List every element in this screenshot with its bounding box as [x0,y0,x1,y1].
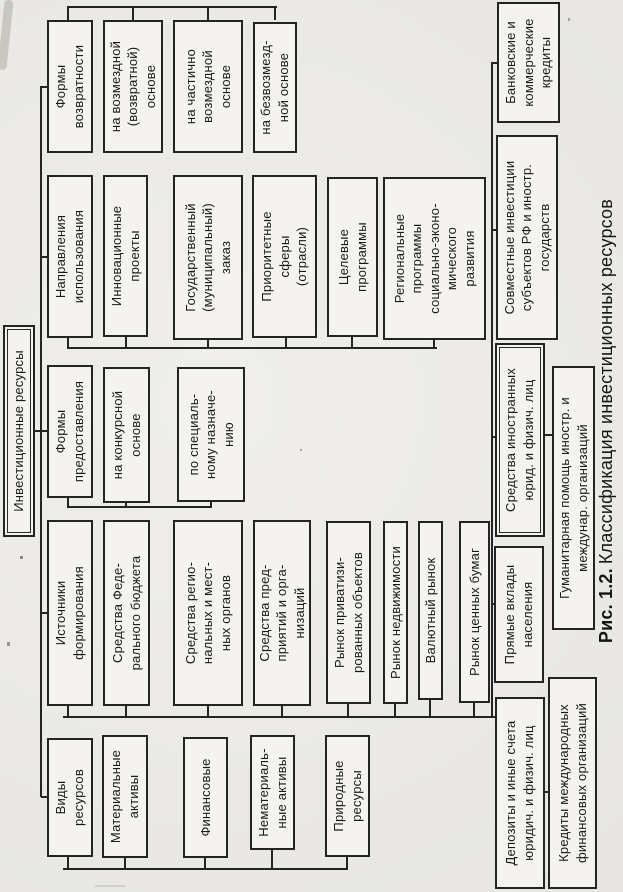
connector-line [274,8,276,20]
node-region: Региональные программы социально-эконо- мического развития [383,177,486,340]
node-privat: Рынок приватизи- рованных объектов [326,521,371,704]
connector-line [35,430,47,432]
connector-line [67,338,69,349]
connector-line [204,858,206,870]
connector-line [433,340,435,349]
node-gos: Государственный (муниципальный) заказ [173,175,243,340]
connector-line [124,858,126,870]
node-tsennykh: Рынок ценных бумаг [459,521,490,703]
figure-number: Рис. 1.2. [596,568,616,644]
connector-line [545,434,552,436]
connector-line [207,340,209,349]
node-kredity-mezhd: Кредиты международных финансовых организаций [548,677,597,889]
connector-line [67,857,69,870]
connector-line [281,706,283,718]
connector-line [67,506,212,508]
node-hdr-vozv: Формы возвратности [47,20,93,153]
node-sovmest: Совместные инвестиции субъектов РФ и иностр. государств [496,135,558,340]
node-inostr: Средства иностранных юрид. и физич. лиц [495,343,545,537]
connector-line [67,347,437,349]
node-innov: Инновационные проекты [103,175,148,337]
node-tsel: Целевые программы [327,177,378,337]
node-depozity: Депозиты и иные счета юридич. и физич. лиц [495,697,545,889]
figure-title: Классификация инвестиционных ресурсов [596,198,616,565]
connector-line [394,704,396,718]
node-konkurs: на конкурсной основе [103,367,150,503]
node-pryamye: Прямые вклады населения [494,546,544,683]
connector-line [67,498,69,508]
node-bezv: на безвозмезд- ной основе [253,22,297,153]
connector-line [210,502,212,508]
node-vozm: на возмездной (возвратной) основе [103,20,163,153]
node-fed: Средства Феде- рального бюджета [103,520,150,706]
connector-line [40,86,42,797]
figure-caption [596,179,617,663]
node-mat: Материальные активы [102,735,148,858]
node-prior: Приоритетные сферы (отрасли) [252,175,317,338]
node-fin: Финансовые [183,737,228,858]
connector-line [207,8,209,20]
node-bank: Банковские и коммерческие кредиты [497,2,560,123]
node-nemat: Нематериаль- ные активы [250,735,295,850]
connector-line [351,337,353,349]
connector-line [67,8,69,20]
connector-line [125,706,127,718]
node-prir: Природные ресурсы [325,735,370,857]
node-regio: Средства регио- нальных и мест- ных органов [173,520,243,706]
connector-line [67,706,69,718]
connector-line [125,503,127,508]
connector-line [207,706,209,718]
connector-line [347,704,349,718]
node-spets: по специаль- ному назначе- нию [177,367,245,502]
node-hdr-pred: Формы предоставления [47,365,93,498]
connector-line [67,6,277,8]
node-nedvizh: Рынок недвижимости [383,521,408,704]
node-hdr-napr: Направления использования [47,175,93,338]
connector-line [285,338,287,349]
node-hdr-vidy: Виды ресурсов [47,738,93,857]
node-root: Инвестиционные ресурсы [3,325,35,537]
connector-line [125,337,127,349]
node-pred: Средства пред- приятий и орга- низаций [253,520,311,706]
node-hdr-ist: Источники формирования [47,520,93,706]
node-chast: на частично возмездной основе [173,20,243,153]
node-gumanit: Гуманитарная помощь иностр. и междунар. организаций [552,366,595,630]
connector-line [473,703,475,718]
node-valyut: Валютный рынок [418,521,443,700]
connector-line [132,8,134,20]
connector-line [346,857,348,870]
connector-line [491,62,493,718]
connector-line [429,700,431,718]
connector-line [271,850,273,870]
